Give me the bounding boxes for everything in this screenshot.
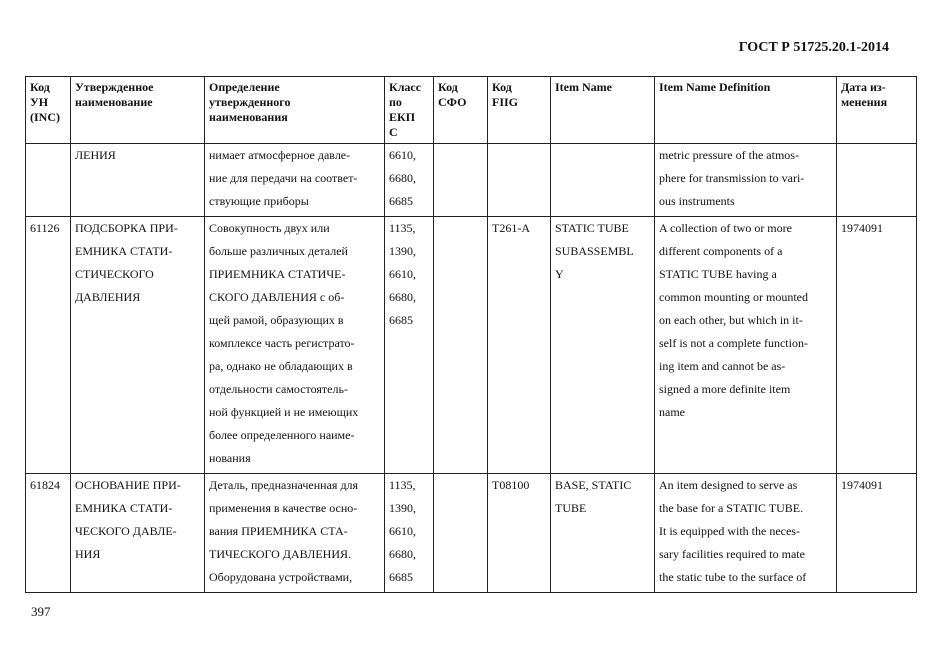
fiig-code-cell xyxy=(488,217,551,474)
header-line: наименования xyxy=(209,110,288,124)
cell-text-line: 6680, xyxy=(389,290,416,304)
class-cell xyxy=(385,144,434,217)
inc-code-cell xyxy=(26,474,71,593)
inc-code-cell xyxy=(26,217,71,474)
table-body xyxy=(26,144,917,593)
cell-text-line: нования xyxy=(209,451,251,465)
header-line: УН xyxy=(30,95,49,109)
cell-text-line: the static tube to the surface of xyxy=(659,570,807,584)
cell-text-line: ра, однако не обладающих в xyxy=(209,359,353,373)
fiig-code-cell xyxy=(488,474,551,593)
header-line: С xyxy=(389,125,398,139)
cell-text-line: metric pressure of the atmos- xyxy=(659,148,799,162)
cell-text-line: щей рамой, образующих в xyxy=(209,313,344,327)
cell-text-line: self is not a complete function- xyxy=(659,336,808,350)
cell-text-line: name xyxy=(659,405,685,419)
cell-text-line: больше различных деталей xyxy=(209,244,348,258)
approved-name-cell xyxy=(71,217,205,474)
cell-text-line: 61824 xyxy=(30,478,60,492)
cell-text-line: ЕМНИКА СТАТИ- xyxy=(75,501,173,515)
cell-text-line: ing item and cannot be as- xyxy=(659,359,786,373)
cell-text-line: более определенного наиме- xyxy=(209,428,355,442)
col-header-name xyxy=(71,77,205,144)
header-line: Код xyxy=(30,80,50,94)
table-row xyxy=(26,474,917,593)
definition-cell xyxy=(205,474,385,593)
col-header-class xyxy=(385,77,434,144)
document-header: ГОСТ Р 51725.20.1-2014 xyxy=(738,40,889,55)
cell-text-line: НИЯ xyxy=(75,547,101,561)
catalog-table xyxy=(25,76,917,593)
cell-text-line: 1974091 xyxy=(841,221,883,235)
cell-text-line: Деталь, предназначенная для xyxy=(209,478,359,492)
sfo-code-cell xyxy=(434,474,488,593)
header-line: утвержденного xyxy=(209,95,291,109)
cell-text-line: An item designed to serve as xyxy=(659,478,798,492)
cell-text-line: It is equipped with the neces- xyxy=(659,524,800,538)
cell-text-line: STATIC TUBE having a xyxy=(659,267,777,281)
header-line: Код xyxy=(438,80,458,94)
sfo-code-cell xyxy=(434,144,488,217)
cell-text-line: 6685 xyxy=(389,313,413,327)
inc-code-cell xyxy=(26,144,71,217)
change-date-cell xyxy=(837,217,917,474)
approved-name-cell xyxy=(71,474,205,593)
cell-text-line: ЕМНИКА СТАТИ- xyxy=(75,244,173,258)
cell-text-line: ОСНОВАНИЕ ПРИ- xyxy=(75,478,181,492)
item-definition-cell xyxy=(655,144,837,217)
item-name-cell xyxy=(551,474,655,593)
cell-text-line: T261-A xyxy=(492,221,530,235)
header-line: Дата из- xyxy=(841,80,886,94)
header-row xyxy=(26,77,917,144)
cell-text-line: вания ПРИЕМНИКА СТА- xyxy=(209,524,348,538)
cell-text-line: ДАВЛЕНИЯ xyxy=(75,290,141,304)
cell-text-line: СТИЧЕСКОГО xyxy=(75,267,154,281)
col-header-definition xyxy=(205,77,385,144)
definition-cell xyxy=(205,144,385,217)
header-line: Определение xyxy=(209,80,280,94)
cell-text-line: 61126 xyxy=(30,221,60,235)
cell-text-line: 6680, xyxy=(389,547,416,561)
cell-text-line: Y xyxy=(555,267,564,281)
item-definition-cell xyxy=(655,474,837,593)
item-name-cell xyxy=(551,144,655,217)
sfo-code-cell xyxy=(434,217,488,474)
cell-text-line: T08100 xyxy=(492,478,530,492)
cell-text-line: TUBE xyxy=(555,501,587,515)
approved-name-cell xyxy=(71,144,205,217)
change-date-cell xyxy=(837,144,917,217)
cell-text-line: ПРИЕМНИКА СТАТИЧЕ- xyxy=(209,267,346,281)
col-header-fiig xyxy=(488,77,551,144)
header-line: Item Name xyxy=(555,80,612,94)
cell-text-line: sary facilities required to mate xyxy=(659,547,805,561)
cell-text-line: 6685 xyxy=(389,570,413,584)
class-cell xyxy=(385,217,434,474)
header-line: (INC) xyxy=(30,110,60,124)
cell-text-line: комплексе часть регистрато- xyxy=(209,336,355,350)
cell-text-line: A collection of two or more xyxy=(659,221,792,235)
cell-text-line: 6610, xyxy=(389,524,416,538)
cell-text-line: ТИЧЕСКОГО ДАВЛЕНИЯ. xyxy=(209,547,352,561)
col-header-code xyxy=(26,77,71,144)
col-header-item-name xyxy=(551,77,655,144)
header-line: FIIG xyxy=(492,95,519,109)
col-header-item-definition xyxy=(655,77,837,144)
cell-text-line: 6680, xyxy=(389,171,416,185)
cell-text-line: 1135, xyxy=(389,478,416,492)
cell-text-line: on each other, but which in it- xyxy=(659,313,803,327)
cell-text-line: 6610, xyxy=(389,148,416,162)
header-line: Утвержденное xyxy=(75,80,154,94)
cell-text-line: ной функцией и не имеющих xyxy=(209,405,359,419)
cell-text-line: common mounting or mounted xyxy=(659,290,808,304)
cell-text-line: нимает атмосферное давле- xyxy=(209,148,351,162)
header-line: Item Name Definition xyxy=(659,80,771,94)
cell-text-line: phere for transmission to vari- xyxy=(659,171,805,185)
cell-text-line: ствующие приборы xyxy=(209,194,309,208)
header-line: ЕКП xyxy=(389,110,416,124)
header-line: Класс xyxy=(389,80,422,94)
header-line: Код xyxy=(492,80,512,94)
cell-text-line: СКОГО ДАВЛЕНИЯ с об- xyxy=(209,290,345,304)
cell-text-line: ПОДСБОРКА ПРИ- xyxy=(75,221,178,235)
cell-text-line: Оборудована устройствами, xyxy=(209,570,353,584)
cell-text-line: 6685 xyxy=(389,194,413,208)
cell-text-line: ous instruments xyxy=(659,194,735,208)
col-header-sfo xyxy=(434,77,488,144)
cell-text-line: STATIC TUBE xyxy=(555,221,629,235)
cell-text-line: SUBASSEMBL xyxy=(555,244,634,258)
item-name-cell xyxy=(551,217,655,474)
cell-text-line: ЛЕНИЯ xyxy=(75,148,116,162)
change-date-cell xyxy=(837,474,917,593)
header-line: менения xyxy=(841,95,888,109)
cell-text-line: BASE, STATIC xyxy=(555,478,632,492)
cell-text-line: применения в качестве осно- xyxy=(209,501,358,515)
item-definition-cell xyxy=(655,217,837,474)
cell-text-line: 1135, xyxy=(389,221,416,235)
definition-cell xyxy=(205,217,385,474)
cell-text-line: 1390, xyxy=(389,501,416,515)
cell-text-line: ЧЕСКОГО ДАВЛЕ- xyxy=(75,524,177,538)
class-cell xyxy=(385,474,434,593)
table-row xyxy=(26,217,917,474)
cell-text-line: ние для передачи на соответ- xyxy=(209,171,358,185)
header-line: СФО xyxy=(438,95,467,109)
cell-text-line: отдельности самостоятель- xyxy=(209,382,348,396)
cell-text-line: 1974091 xyxy=(841,478,883,492)
fiig-code-cell xyxy=(488,144,551,217)
cell-text-line: Совокупность двух или xyxy=(209,221,330,235)
table-row xyxy=(26,144,917,217)
cell-text-line: the base for a STATIC TUBE. xyxy=(659,501,804,515)
cell-text-line: 1390, xyxy=(389,244,416,258)
col-header-date xyxy=(837,77,917,144)
header-line: по xyxy=(389,95,402,109)
cell-text-line: different components of a xyxy=(659,244,783,258)
page-number: 397 xyxy=(31,604,51,619)
cell-text-line: 6610, xyxy=(389,267,416,281)
header-line: наименование xyxy=(75,95,153,109)
cell-text-line: signed a more definite item xyxy=(659,382,791,396)
